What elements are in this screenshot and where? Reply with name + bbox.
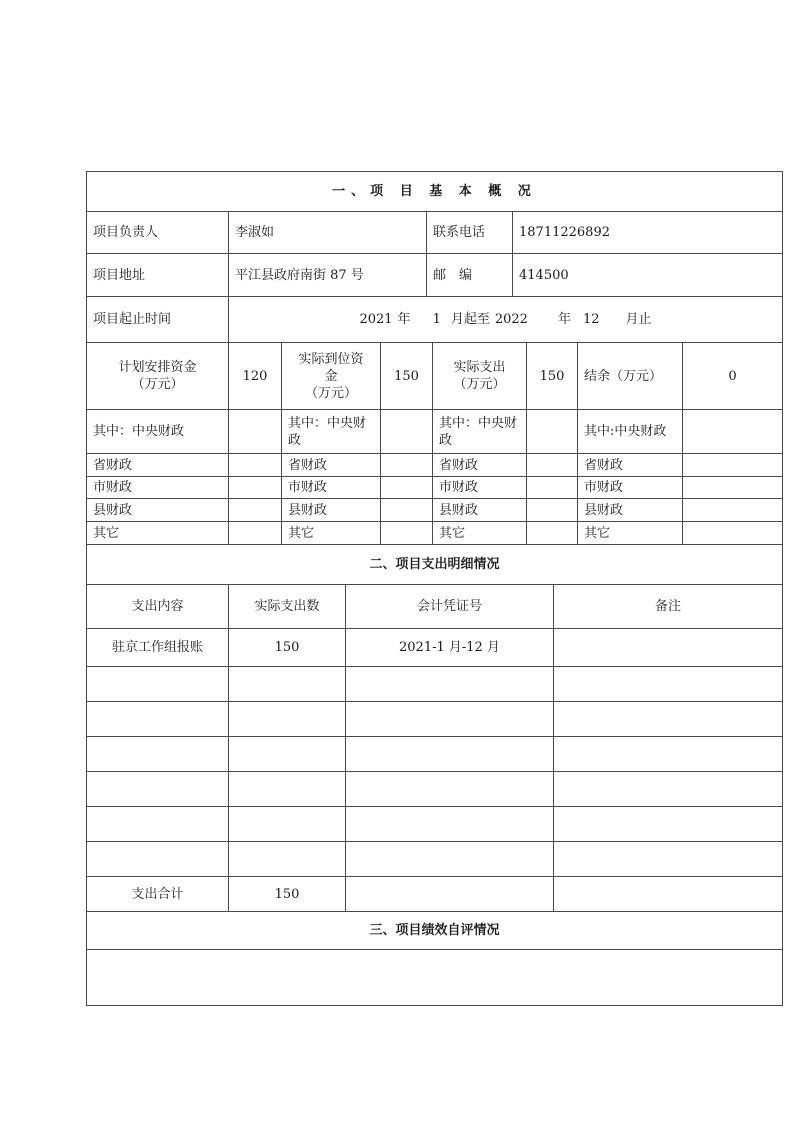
breakdown-label: 省财政 <box>86 453 229 477</box>
breakdown-label: 市财政 <box>281 476 381 499</box>
phone-label: 联系电话 <box>426 211 513 254</box>
breakdown-label: 县财政 <box>281 498 381 522</box>
breakdown-label: 其它 <box>86 521 229 545</box>
breakdown-label: 市财政 <box>577 476 683 499</box>
breakdown-label: 市财政 <box>432 476 527 499</box>
breakdown-label: 其中:中央财政 <box>577 409 683 454</box>
leader-label: 项目负责人 <box>86 211 229 254</box>
breakdown-label: 省财政 <box>432 453 527 477</box>
start-month: 1 <box>432 312 441 327</box>
breakdown-label: 其中：中央财政 <box>432 409 527 454</box>
leader-value: 李淑如 <box>228 211 427 254</box>
period-value <box>228 296 783 343</box>
breakdown-value <box>682 498 783 522</box>
section-3-title: 三、项目绩效自评情况 <box>86 911 783 950</box>
breakdown-value <box>380 476 433 499</box>
planned-label-line1: 计划安排资金 <box>118 360 197 375</box>
header-expense-content: 支出内容 <box>86 584 229 629</box>
breakdown-value <box>526 498 578 522</box>
cell-actual-spent <box>228 666 346 702</box>
breakdown-value <box>228 453 282 477</box>
header-voucher-no: 会计凭证号 <box>345 584 554 629</box>
address-value: 平江县政府南街 87 号 <box>228 253 427 297</box>
breakdown-value <box>380 409 433 454</box>
spent-funds-label <box>432 342 527 410</box>
breakdown-value <box>380 498 433 522</box>
cell-note <box>553 628 783 667</box>
month-from: 月起至 <box>450 312 490 327</box>
cell-note <box>553 771 783 807</box>
end-month: 12 <box>582 312 600 327</box>
cell-note <box>553 736 783 772</box>
cell-voucher-no <box>345 841 554 877</box>
breakdown-value <box>228 476 282 499</box>
cell-actual-spent <box>228 771 346 807</box>
arrived-funds-value: 150 <box>380 342 433 410</box>
breakdown-value <box>682 409 783 454</box>
phone-value: 18711226892 <box>512 211 783 254</box>
year-char: 年 <box>397 312 411 327</box>
cell-actual-spent: 150 <box>228 628 346 667</box>
breakdown-label: 其它 <box>577 521 683 545</box>
planned-label-line2: （万元） <box>131 377 184 392</box>
cell-expense-content <box>86 841 229 877</box>
balance-value: 0 <box>682 342 783 410</box>
breakdown-value <box>526 409 578 454</box>
header-notes: 备注 <box>553 584 783 629</box>
section-1-title: 一、项 目 基 本 概 况 <box>86 171 783 212</box>
section-2-title: 二、项目支出明细情况 <box>86 544 783 585</box>
cell-actual-spent <box>228 701 346 737</box>
cell-note <box>553 841 783 877</box>
breakdown-label: 省财政 <box>281 453 381 477</box>
month-end: 月止 <box>625 312 652 327</box>
cell-expense-content <box>86 736 229 772</box>
breakdown-value <box>682 521 783 545</box>
arrived-funds-label <box>281 342 381 410</box>
cell-voucher-no <box>345 771 554 807</box>
breakdown-value <box>380 521 433 545</box>
breakdown-label: 省财政 <box>577 453 683 477</box>
planned-funds-label <box>86 342 229 410</box>
balance-label: 结余（万元） <box>577 342 683 410</box>
breakdown-label: 其它 <box>432 521 527 545</box>
cell-expense-content <box>86 771 229 807</box>
arrived-label-line3: （万元） <box>304 385 357 401</box>
breakdown-value <box>228 409 282 454</box>
cell-voucher-no <box>345 736 554 772</box>
breakdown-value <box>228 498 282 522</box>
cell-actual-spent <box>228 736 346 772</box>
self-evaluation-content[interactable] <box>86 949 783 1006</box>
period-label: 项目起止时间 <box>86 296 229 343</box>
total-label: 支出合计 <box>86 876 229 912</box>
cell-note <box>553 806 783 842</box>
total-value: 150 <box>228 876 346 912</box>
cell-expense-content <box>86 666 229 702</box>
breakdown-value <box>682 476 783 499</box>
breakdown-value <box>526 521 578 545</box>
planned-funds-value: 120 <box>228 342 282 410</box>
total-note <box>553 876 783 912</box>
cell-voucher-no: 2021-1 月-12 月 <box>345 628 554 667</box>
cell-expense-content: 驻京工作组报账 <box>86 628 229 667</box>
end-year-char: 年 <box>557 312 571 327</box>
address-label: 项目地址 <box>86 253 229 297</box>
arrived-label-line2: 金 <box>324 368 338 384</box>
postcode-value: 414500 <box>512 253 783 297</box>
start-year: 2021 <box>359 312 393 327</box>
spent-label-line1: 实际支出 <box>453 360 506 375</box>
cell-expense-content <box>86 701 229 737</box>
breakdown-value <box>526 476 578 499</box>
breakdown-value <box>228 521 282 545</box>
breakdown-value <box>526 453 578 477</box>
cell-note <box>553 666 783 702</box>
arrived-label-line1: 实际到位资 <box>298 351 364 367</box>
end-year: 2022 <box>494 312 528 327</box>
cell-voucher-no <box>345 666 554 702</box>
breakdown-value <box>380 453 433 477</box>
cell-note <box>553 701 783 737</box>
breakdown-label: 市财政 <box>86 476 229 499</box>
breakdown-label: 其中：中央财政 <box>281 409 381 454</box>
cell-voucher-no <box>345 806 554 842</box>
postcode-label: 邮 编 <box>426 253 513 297</box>
cell-actual-spent <box>228 841 346 877</box>
breakdown-value <box>682 453 783 477</box>
cell-actual-spent <box>228 806 346 842</box>
breakdown-label: 其中：中央财政 <box>86 409 229 454</box>
total-voucher <box>345 876 554 912</box>
breakdown-label: 县财政 <box>86 498 229 522</box>
cell-voucher-no <box>345 701 554 737</box>
cell-expense-content <box>86 806 229 842</box>
breakdown-label: 其它 <box>281 521 381 545</box>
breakdown-label: 县财政 <box>577 498 683 522</box>
breakdown-label: 县财政 <box>432 498 527 522</box>
spent-funds-value: 150 <box>526 342 578 410</box>
spent-label-line2: （万元） <box>453 377 506 392</box>
header-actual-spent: 实际支出数 <box>228 584 346 629</box>
